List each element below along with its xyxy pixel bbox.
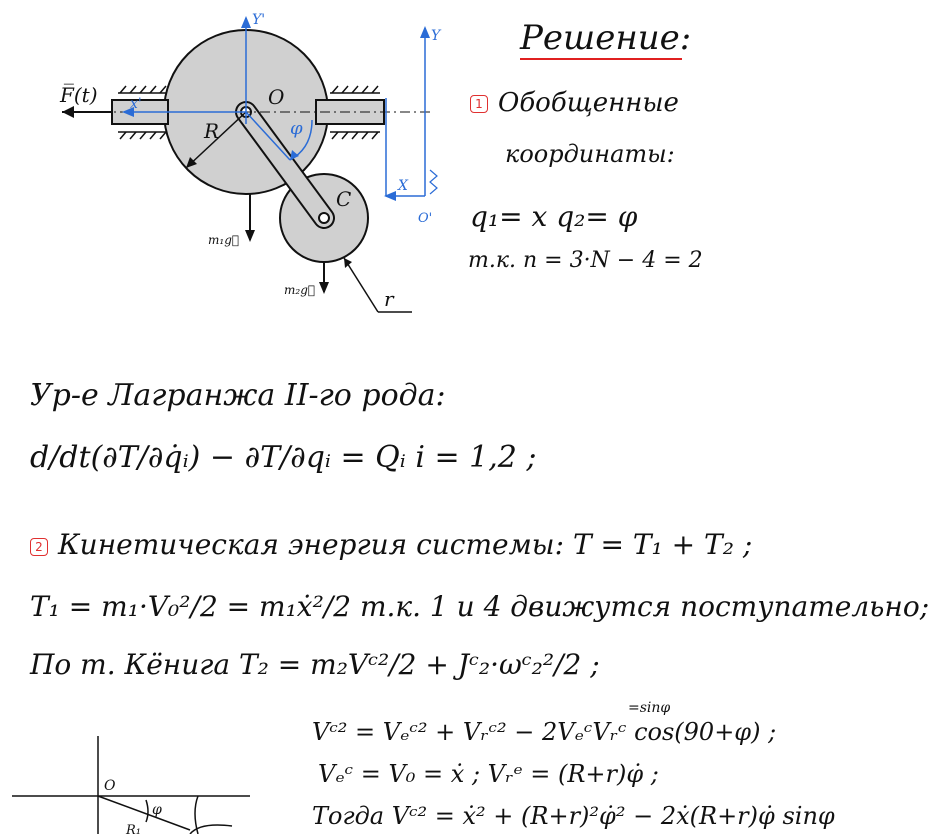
label-phi: φ	[290, 118, 303, 139]
label-force: F̅(t)	[60, 83, 98, 107]
label-m2g: m₂g⃗	[284, 283, 316, 297]
t2-formula: По т. Кёнига T₂ = m₂Vᶜ²/2 + Jᶜ₂·ωᶜ₂²/2 ;	[30, 648, 600, 681]
generalized-coordinates: q₁= x q₂= φ	[470, 200, 638, 233]
sketch-label-r: R₁	[126, 823, 141, 834]
step2-badge: 2	[30, 538, 48, 556]
title-underline	[520, 58, 682, 60]
label-o-prime: O'	[418, 211, 433, 226]
step1-heading	[470, 88, 679, 118]
kinetic-energy-text: Кинетическая энергия системы: T = T₁ + T₂ ;	[58, 528, 753, 561]
label-m1g: m₁g⃗	[208, 233, 240, 247]
label-y: Y	[431, 28, 441, 44]
then-formula: Тогда Vᶜ² = ẋ² + (R+r)²φ̇² − 2ẋ(R+r)φ̇ sinφ	[312, 802, 835, 830]
lagrange-equation: d/dt(∂T/∂q̇ᵢ) − ∂T/∂qᵢ = Qᵢ i = 1,2 ;	[30, 440, 537, 475]
label-r-small: r	[384, 287, 394, 311]
kinetic-energy-heading	[30, 528, 752, 561]
label-r-big: R	[204, 119, 220, 143]
step1-line1: Обобщенные	[498, 88, 679, 118]
ve-formula: Vₑᶜ = V₀ = ẋ ; Vᵣᵉ = (R+r)φ̇ ;	[318, 760, 659, 788]
solution-title: Решение:	[520, 18, 692, 58]
geometry-sketch	[12, 736, 250, 834]
label-c: C	[336, 187, 352, 211]
step1-line2: координаты:	[505, 140, 675, 168]
step1-badge: 1	[470, 95, 488, 113]
pivot-c	[319, 213, 329, 223]
label-y-prime: Y'	[252, 12, 266, 28]
sketch-label-phi: φ	[152, 802, 162, 818]
label-x-prime: x'	[130, 96, 142, 112]
label-x: X	[398, 178, 408, 194]
vc-note: =sinφ	[628, 700, 671, 716]
t1-formula: T₁ = m₁·V₀²/2 = m₁ẋ²/2 т.к. 1 и 4 движутся поступательно;	[30, 590, 929, 623]
degrees-of-freedom: т.к. n = 3·N − 4 = 2	[468, 248, 703, 273]
sketch-label-o: O	[104, 778, 116, 794]
lagrange-heading: Ур-е Лагранжа II-го рода:	[30, 378, 446, 413]
label-o: O	[268, 85, 285, 109]
vc-formula: Vᶜ² = Vₑᶜ² + Vᵣᶜ² − 2VₑᶜVᵣᶜ cos(90+φ) ;	[312, 718, 777, 746]
